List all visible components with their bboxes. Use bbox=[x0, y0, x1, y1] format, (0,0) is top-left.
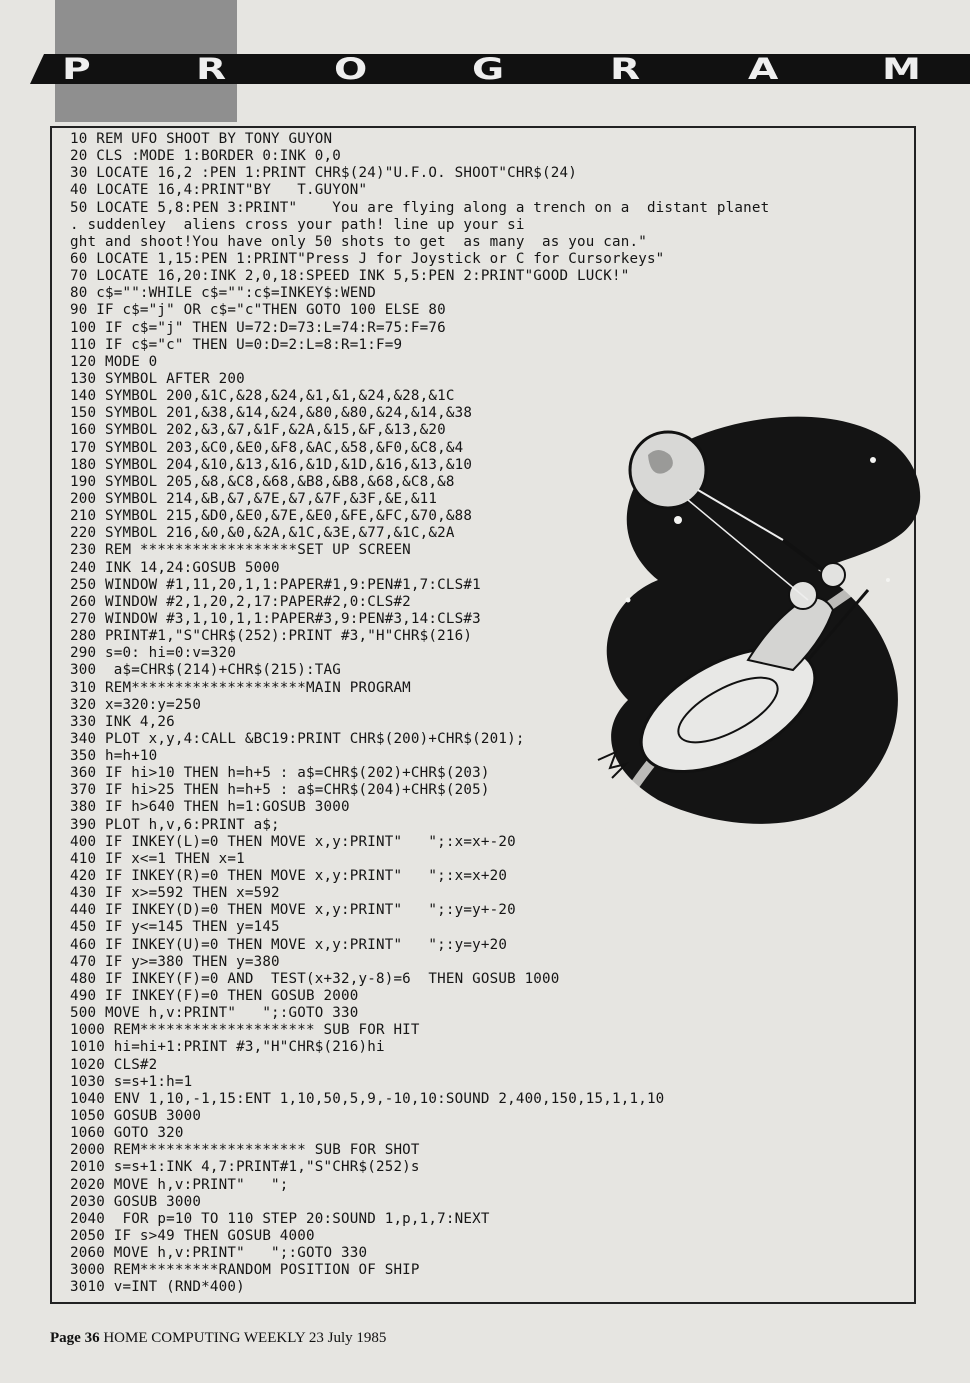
code-line: 500 MOVE h,v:PRINT" ";:GOTO 330 bbox=[70, 1005, 359, 1022]
code-line: 340 PLOT x,y,4:CALL &BC19:PRINT CHR$(200)+CHR$(201); bbox=[70, 730, 525, 747]
code-line: 240 INK 14,24:GOSUB 5000 bbox=[70, 559, 280, 576]
code-line: 90 IF c$="j" OR c$="c"THEN GOTO 100 ELSE 80 bbox=[70, 302, 446, 319]
code-line: 450 IF y<=145 THEN y=145 bbox=[70, 919, 280, 936]
banner-letter-g: G bbox=[472, 52, 505, 86]
code-line: 40 LOCATE 16,4:PRINT"BY T.GUYON" bbox=[70, 182, 368, 199]
code-line: 290 s=0: hi=0:v=320 bbox=[70, 645, 237, 662]
code-line: 130 SYMBOL AFTER 200 bbox=[70, 370, 245, 387]
code-line: 250 WINDOW #1,11,20,1,1:PAPER#1,9:PEN#1,7:CLS#1 bbox=[70, 576, 481, 593]
code-line: 460 IF INKEY(U)=0 THEN MOVE x,y:PRINT" ";:y=y+20 bbox=[70, 936, 508, 953]
code-line: 180 SYMBOL 204,&10,&13,&16,&1D,&1D,&16,&13,&10 bbox=[70, 456, 473, 473]
code-line: ght and shoot!You have only 50 shots to get as many as you can." bbox=[70, 233, 647, 250]
code-line: 2050 IF s>49 THEN GOSUB 4000 bbox=[70, 1228, 315, 1244]
code-line: 390 PLOT h,v,6:PRINT a$; bbox=[70, 816, 280, 833]
code-line: 20 CLS :MODE 1:BORDER 0:INK 0,0 bbox=[70, 148, 341, 165]
code-line: 10 REM UFO SHOOT BY TONY GUYON bbox=[70, 131, 333, 147]
code-line: 370 IF hi>25 THEN h=h+5 : a$=CHR$(204)+CHR$(205) bbox=[70, 782, 490, 799]
code-line: 2030 GOSUB 3000 bbox=[70, 1193, 202, 1210]
code-line: 3010 v=INT (RND*400) bbox=[70, 1279, 245, 1296]
code-line: 280 PRINT#1,"S"CHR$(252):PRINT #3,"H"CHR$(216) bbox=[70, 628, 473, 645]
code-line: 2040 FOR p=10 TO 110 STEP 20:SOUND 1,p,1,7:NEXT bbox=[70, 1210, 490, 1227]
page-footer bbox=[50, 1330, 386, 1347]
code-line: 120 MODE 0 bbox=[70, 353, 158, 370]
code-line: 70 LOCATE 16,20:INK 2,0,18:SPEED INK 5,5:PEN 2:PRINT"GOOD LUCK!" bbox=[70, 268, 630, 285]
code-line: 60 LOCATE 1,15:PEN 1:PRINT"Press J for Joystick or C for Cursorkeys" bbox=[70, 250, 665, 267]
code-line: 170 SYMBOL 203,&C0,&E0,&F8,&AC,&58,&F0,&C8,&4 bbox=[70, 439, 464, 456]
code-line: 2020 MOVE h,v:PRINT" "; bbox=[70, 1176, 289, 1193]
code-line: 490 IF INKEY(F)=0 THEN GOSUB 2000 bbox=[70, 988, 359, 1005]
code-line: 400 IF INKEY(L)=0 THEN MOVE x,y:PRINT" ";:x=x+-20 bbox=[70, 833, 516, 850]
code-line: 480 IF INKEY(F)=0 AND TEST(x+32,y-8)=6 THEN GOSUB 1000 bbox=[70, 970, 560, 987]
code-line: 1020 CLS#2 bbox=[70, 1056, 158, 1073]
code-line: 210 SYMBOL 215,&D0,&E0,&7E,&E0,&FE,&FC,&70,&88 bbox=[70, 508, 473, 525]
code-line: 160 SYMBOL 202,&3,&7,&1F,&2A,&15,&F,&13,&20 bbox=[70, 422, 446, 439]
code-line: 470 IF y>=380 THEN y=380 bbox=[70, 953, 280, 970]
code-line: 350 h=h+10 bbox=[70, 748, 158, 765]
code-line: 140 SYMBOL 200,&1C,&28,&24,&1,&1,&24,&28,&1C bbox=[70, 388, 455, 405]
code-line: 100 IF c$="j" THEN U=72:D=73:L=74:R=75:F=76 bbox=[70, 319, 446, 336]
publication-credit: HOME COMPUTING WEEKLY 23 July 1985 bbox=[103, 1330, 387, 1346]
banner-letter-r2: R bbox=[610, 52, 641, 86]
code-line: 2060 MOVE h,v:PRINT" ";:GOTO 330 bbox=[70, 1245, 368, 1262]
code-line: 2010 s=s+1:INK 4,7:PRINT#1,"S"CHR$(252)s bbox=[70, 1159, 420, 1176]
code-line: 440 IF INKEY(D)=0 THEN MOVE x,y:PRINT" ";:y=y+-20 bbox=[70, 902, 516, 919]
banner-letter-o: O bbox=[334, 52, 368, 86]
code-line: 420 IF INKEY(R)=0 THEN MOVE x,y:PRINT" ";:x=x+20 bbox=[70, 868, 508, 885]
banner-letter-a: A bbox=[748, 52, 779, 86]
code-line: 150 SYMBOL 201,&38,&14,&24,&80,&80,&24,&14,&38 bbox=[70, 405, 473, 422]
code-line: 320 x=320:y=250 bbox=[70, 696, 202, 713]
code-line: 230 REM ******************SET UP SCREEN bbox=[70, 542, 411, 559]
code-line: 50 LOCATE 5,8:PEN 3:PRINT" You are flying along a trench on a distant planet bbox=[70, 199, 770, 216]
code-line: 310 REM********************MAIN PROGRAM bbox=[70, 679, 411, 696]
code-line: 220 SYMBOL 216,&0,&0,&2A,&1C,&3E,&77,&1C,&2A bbox=[70, 525, 455, 542]
code-line: 270 WINDOW #3,1,10,1,1:PAPER#3,9:PEN#3,14:CLS#3 bbox=[70, 610, 481, 627]
code-line: 3000 REM*********RANDOM POSITION OF SHIP bbox=[70, 1262, 420, 1279]
code-line: 380 IF h>640 THEN h=1:GOSUB 3000 bbox=[70, 799, 350, 816]
page-number: Page 36 bbox=[50, 1330, 100, 1346]
banner-letter-m: M bbox=[882, 52, 921, 86]
code-line: 30 LOCATE 16,2 :PEN 1:PRINT CHR$(24)"U.F.O. SHOOT"CHR$(24) bbox=[70, 165, 578, 182]
code-line: 1000 REM******************** SUB FOR HIT bbox=[70, 1022, 420, 1039]
banner-letter-r: R bbox=[196, 52, 227, 86]
code-line: 330 INK 4,26 bbox=[70, 713, 175, 730]
code-line: 1040 ENV 1,10,-1,15:ENT 1,10,50,5,9,-10,10:SOUND 2,400,150,15,1,1,10 bbox=[70, 1090, 665, 1107]
code-line: 2000 REM******************* SUB FOR SHOT bbox=[70, 1142, 420, 1159]
code-line: 190 SYMBOL 205,&8,&C8,&68,&B8,&B8,&68,&C8,&8 bbox=[70, 473, 455, 490]
code-line: 260 WINDOW #2,1,20,2,17:PAPER#2,0:CLS#2 bbox=[70, 593, 411, 610]
code-line: 80 c$="":WHILE c$="":c$=INKEY$:WEND bbox=[70, 285, 376, 302]
banner-letter-p: P bbox=[62, 52, 91, 86]
code-line: 110 IF c$="c" THEN U=0:D=2:L=8:R=1:F=9 bbox=[70, 336, 403, 353]
code-line: 1010 hi=hi+1:PRINT #3,"H"CHR$(216)hi bbox=[70, 1039, 385, 1056]
code-line: 300 a$=CHR$(214)+CHR$(215):TAG bbox=[70, 662, 341, 679]
code-line: 410 IF x<=1 THEN x=1 bbox=[70, 850, 245, 867]
code-line: 1060 GOTO 320 bbox=[70, 1125, 184, 1142]
code-line: 200 SYMBOL 214,&B,&7,&7E,&7,&7F,&3F,&E,&11 bbox=[70, 490, 438, 507]
code-line: 1050 GOSUB 3000 bbox=[70, 1108, 202, 1125]
code-line: . suddenley aliens cross your path! line up your si bbox=[70, 216, 525, 233]
code-line: 1030 s=s+1:h=1 bbox=[70, 1073, 193, 1090]
code-line: 360 IF hi>10 THEN h=h+5 : a$=CHR$(202)+CHR$(203) bbox=[70, 765, 490, 782]
basic-program-listing bbox=[70, 131, 908, 1297]
code-line: 430 IF x>=592 THEN x=592 bbox=[70, 885, 280, 902]
